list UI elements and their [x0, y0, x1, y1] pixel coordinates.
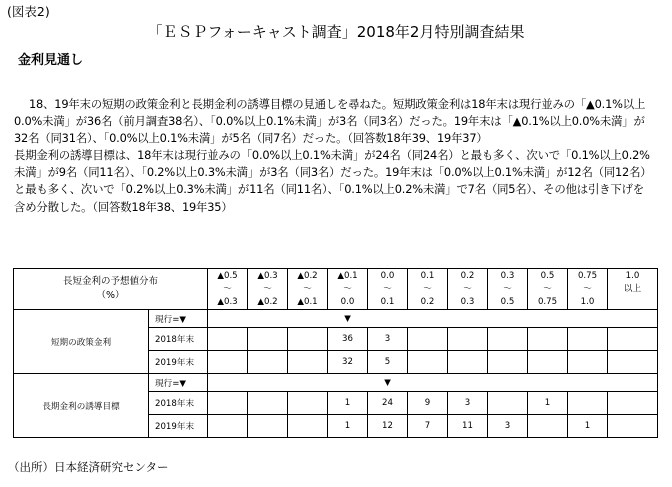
- section-label: 長期金利の誘導目標: [14, 374, 149, 438]
- column-header-mid: ～: [303, 283, 312, 294]
- column-header: [408, 269, 448, 310]
- column-header: [248, 269, 288, 310]
- column-header: [488, 269, 528, 310]
- current-level-marker: [568, 310, 608, 328]
- column-header: [608, 269, 658, 310]
- table-cell: 1: [528, 392, 568, 415]
- column-header-bot: 1.0: [580, 296, 595, 307]
- column-header-mid: ～: [463, 283, 472, 294]
- column-header-mid: ～: [503, 283, 512, 294]
- current-level-marker: [488, 374, 528, 392]
- column-header: [368, 269, 408, 310]
- table-cell: 36: [328, 328, 368, 351]
- table-cell: [528, 328, 568, 351]
- table-cell: [288, 392, 328, 415]
- section-label: 短期の政策金利: [14, 310, 149, 374]
- table-cell: [448, 351, 488, 374]
- column-header-bot: 0.2: [420, 296, 435, 307]
- current-level-marker: [288, 310, 328, 328]
- table-cell: [248, 415, 288, 438]
- table-cell: 3: [448, 392, 488, 415]
- table-cell: [208, 415, 248, 438]
- table-cell: [288, 328, 328, 351]
- current-level-marker: [368, 310, 408, 328]
- table-cell: [488, 351, 528, 374]
- table-cell: [528, 415, 568, 438]
- current-level-marker: [488, 310, 528, 328]
- table-cell: 3: [488, 415, 528, 438]
- page-title: 「ＥＳＰフォーキャスト調査」2018年2月特別調査結果: [147, 23, 525, 41]
- current-level-marker: ▼: [368, 374, 408, 392]
- current-level-marker: [328, 374, 368, 392]
- table-cell: [608, 415, 658, 438]
- current-level-label: 現行=▼: [149, 374, 208, 392]
- column-header-mid: ～: [543, 283, 552, 294]
- column-header-bot: ▲0.1: [297, 296, 318, 307]
- table-cell: [288, 415, 328, 438]
- column-header-mid: ～: [583, 283, 592, 294]
- year-label: 2019年末: [149, 415, 208, 438]
- column-header-top: ▲0.1: [337, 270, 358, 281]
- column-header-top: 0.5: [540, 270, 555, 281]
- column-header-top: 0.75: [577, 270, 598, 281]
- current-level-marker: [528, 310, 568, 328]
- table-cell: [488, 328, 528, 351]
- current-level-marker: [568, 374, 608, 392]
- column-header-mid: ～: [343, 283, 352, 294]
- current-level-label: 現行=▼: [149, 310, 208, 328]
- column-header-top: 1.0: [625, 270, 640, 281]
- table-cell: [208, 351, 248, 374]
- column-header-bot: 0.0: [340, 296, 355, 307]
- table-cell: 5: [368, 351, 408, 374]
- paragraph-short-rate: 18、19年末の短期の政策金利と長期金利の誘導目標の見通しを尋ねた。短期政策金利は18年末は現行並みの「▲0.1%以上0.0%未満」が36名（前月調査38名）、「0.0%以上0.1%未満」が3名（同3名）だった。19年末は「▲0.1%以上0.0%未満」が32名（同31名）、「0.0%以上0.1%未満」が5名（同7名）だった。（回答数18年39、19年37）: [14, 97, 646, 146]
- table-cell: 32: [328, 351, 368, 374]
- current-level-marker: [608, 374, 658, 392]
- column-header-top: ▲0.3: [257, 270, 278, 281]
- table-cell: [528, 351, 568, 374]
- column-header-mid: ～: [383, 283, 392, 294]
- column-header: [568, 269, 608, 310]
- table-cell: [608, 392, 658, 415]
- table-cell: [248, 328, 288, 351]
- current-level-marker: [208, 310, 248, 328]
- current-level-marker: [248, 310, 288, 328]
- figure-label: (図表2): [7, 4, 50, 19]
- column-header: [208, 269, 248, 310]
- table-cell: 7: [408, 415, 448, 438]
- column-header-bot: 0.75: [537, 296, 558, 307]
- header-label-line1: 長短金利の予想値分布: [63, 276, 159, 287]
- table-cell: 1: [568, 415, 608, 438]
- column-header-bot: 0.1: [380, 296, 395, 307]
- current-level-marker: [408, 374, 448, 392]
- current-level-marker: [608, 310, 658, 328]
- table-cell: [288, 351, 328, 374]
- table-cell: 9: [408, 392, 448, 415]
- table-cell: [568, 351, 608, 374]
- body-text: [14, 96, 654, 216]
- table-header-label: [14, 269, 208, 310]
- column-header-mid: ～: [223, 283, 232, 294]
- column-header-bot: ▲0.3: [217, 296, 238, 307]
- current-level-marker: ▼: [328, 310, 368, 328]
- column-header-top: 0.2: [460, 270, 475, 281]
- column-header-bot: [608, 296, 657, 309]
- year-label: 2018年末: [149, 392, 208, 415]
- table-cell: [568, 392, 608, 415]
- column-header-top: 0.3: [500, 270, 515, 281]
- column-header-top: 0.1: [420, 270, 435, 281]
- table-cell: 12: [368, 415, 408, 438]
- section-subtitle: 金利見通し: [18, 53, 84, 68]
- table-cell: [208, 328, 248, 351]
- current-level-marker: [448, 310, 488, 328]
- current-level-marker: [408, 310, 448, 328]
- table-cell: 3: [368, 328, 408, 351]
- column-header-bot: ▲0.2: [257, 296, 278, 307]
- table-cell: [488, 392, 528, 415]
- table-cell: [248, 392, 288, 415]
- column-header-top: 0.0: [380, 270, 395, 281]
- current-level-marker: [288, 374, 328, 392]
- current-level-marker: [528, 374, 568, 392]
- column-header-mid: ～: [263, 283, 272, 294]
- current-level-marker: [248, 374, 288, 392]
- table-cell: 1: [328, 415, 368, 438]
- forecast-distribution-table: [13, 268, 658, 438]
- table-cell: [608, 328, 658, 351]
- column-header-mid: 以上: [623, 283, 642, 294]
- year-label: 2019年末: [149, 351, 208, 374]
- column-header: [448, 269, 488, 310]
- table-cell: [408, 351, 448, 374]
- table-cell: 1: [328, 392, 368, 415]
- table-cell: [608, 351, 658, 374]
- column-header-top: ▲0.5: [217, 270, 238, 281]
- column-header-mid: ～: [423, 283, 432, 294]
- year-label: 2018年末: [149, 328, 208, 351]
- current-level-marker: [208, 374, 248, 392]
- column-header-bot: 0.5: [500, 296, 515, 307]
- source-note: （出所）日本経済研究センター: [8, 460, 169, 474]
- column-header-top: ▲0.2: [297, 270, 318, 281]
- column-header: [528, 269, 568, 310]
- current-level-marker: [448, 374, 488, 392]
- paragraph-long-rate: 長期金利の誘導目標は、18年末は現行並みの「0.0%以上0.1%未満」が24名（同24名）と最も多く、次いで「0.1%以上0.2%未満」が9名（同11名）、「0.2%以上0.3%未満」が3名（同3名）だった。19年末は「0.0%以上0.1%未満」が12名（同12名）と最も多く、次いで「0.2%以上0.3%未満」が11名（同11名）、「0.1%以上0.2%未満」で7名（同5名）、その他は引き下げを含め分散した。（回答数18年38、19年35）: [14, 148, 652, 214]
- table-cell: [568, 328, 608, 351]
- table-cell: 11: [448, 415, 488, 438]
- table-cell: [408, 328, 448, 351]
- header-label-line2: （%）: [96, 290, 125, 301]
- table-cell: [248, 351, 288, 374]
- column-header: [328, 269, 368, 310]
- table-cell: [208, 392, 248, 415]
- column-header: [288, 269, 328, 310]
- table-cell: [448, 328, 488, 351]
- column-header-bot: 0.3: [460, 296, 475, 307]
- table-cell: 24: [368, 392, 408, 415]
